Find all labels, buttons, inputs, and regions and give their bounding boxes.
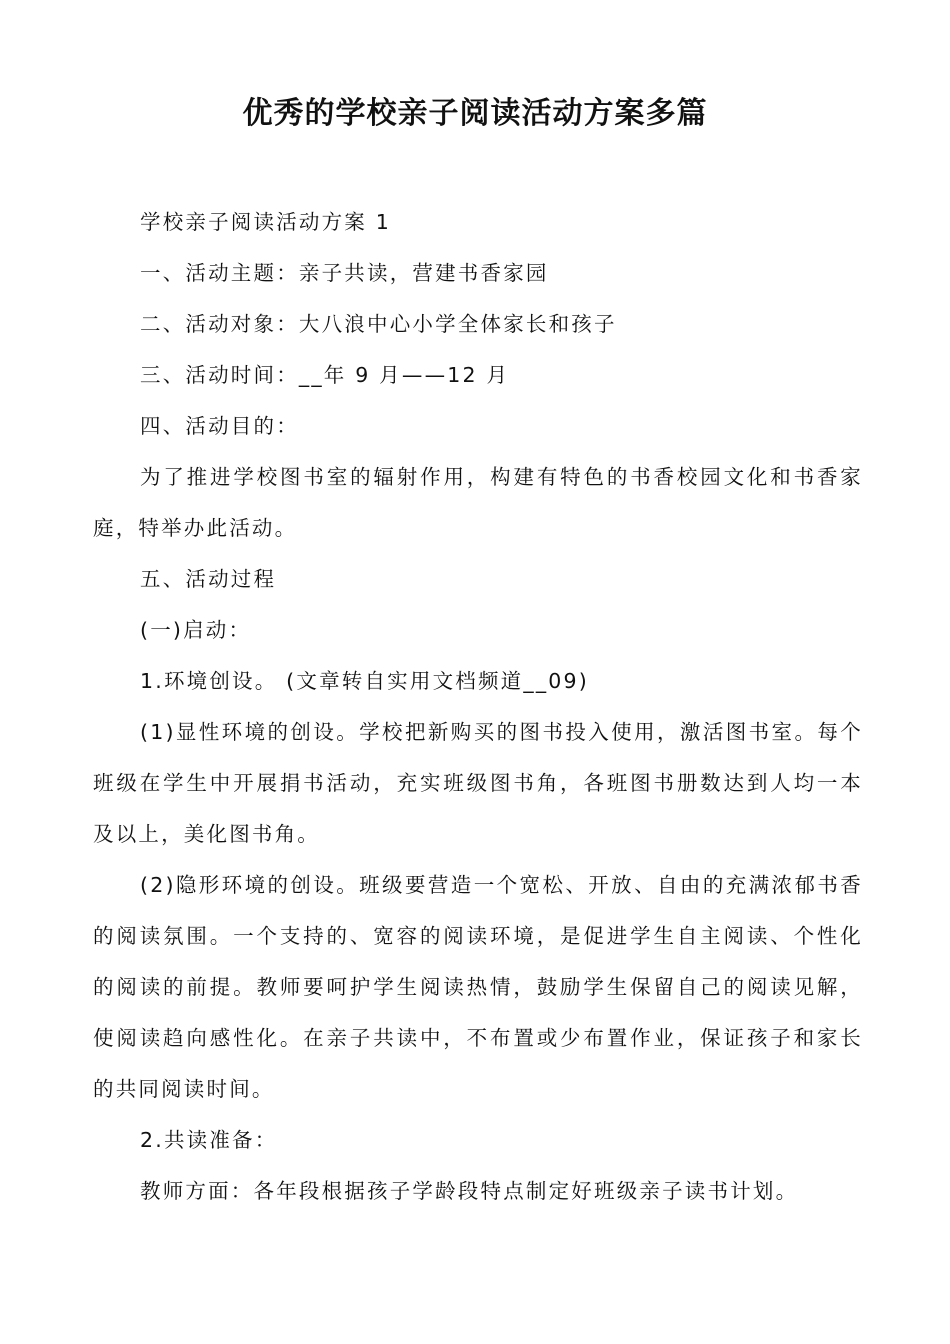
paragraph-environment-heading: 1.环境创设。 (文章转自实用文档频道__09) <box>140 669 589 693</box>
paragraph-explicit-environment: (1)显性环境的创设。学校把新购买的图书投入使用，激活图书室。每个班级在学生中开展捐书活动，充实班级图书角，各班图书册数达到人均一本及以上，美化图书角。 <box>93 720 863 846</box>
paragraph-process-heading: 五、活动过程 <box>140 567 277 591</box>
paragraph-implicit-environment: (2)隐形环境的创设。班级要营造一个宽松、开放、自由的充满浓郁书香的阅读氛围。一个支持的、宽容的阅读环境，是促进学生自主阅读、个性化的阅读的前提。教师要呵护学生阅读热情，鼓励学生保留自己的阅读见解，使阅读趋向感性化。在亲子共读中，不布置或少布置作业，保证孩子和家长的共同阅读时间。 <box>93 873 863 1101</box>
paragraph-purpose-heading: 四、活动目的： <box>140 414 299 438</box>
document-title: 优秀的学校亲子阅读活动方案多篇 <box>242 96 708 131</box>
paragraph-teacher-side: 教师方面：各年段根据孩子学龄段特点制定好班级亲子读书计划。 <box>140 1179 799 1203</box>
paragraph-launch-heading: (一)启动： <box>140 618 252 642</box>
paragraph-purpose: 为了推进学校图书室的辐射作用，构建有特色的书香校园文化和书香家庭，特举办此活动。 <box>93 465 863 540</box>
paragraph-time: 三、活动时间：__年 9 月——12 月 <box>140 363 510 387</box>
paragraph-theme: 一、活动主题：亲子共读，营建书香家园 <box>140 261 549 285</box>
paragraph-target: 二、活动对象：大八浪中心小学全体家长和孩子 <box>140 312 617 336</box>
paragraph-plan-heading: 学校亲子阅读活动方案 1 <box>140 210 391 234</box>
paragraph-reading-prep-heading: 2.共读准备： <box>140 1128 278 1152</box>
document-body <box>93 197 863 1217</box>
